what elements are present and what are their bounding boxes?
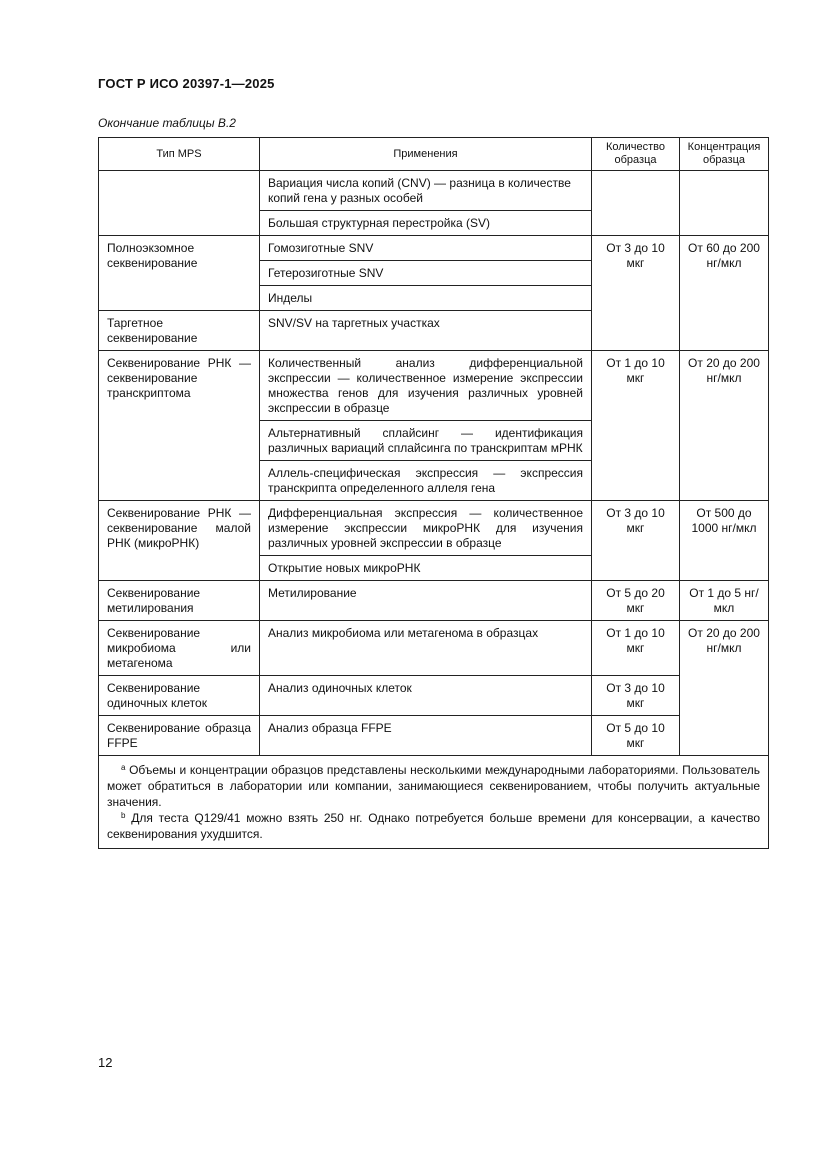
table-cell: От 5 до 20 мкг	[592, 581, 680, 621]
table-cell: Таргетное секвенирование	[99, 311, 260, 351]
table-cell: Анализ микробиома или метагенома в образцах	[260, 621, 592, 676]
table-cell: Открытие новых микроРНК	[260, 556, 592, 581]
table-row	[99, 351, 769, 421]
table-cell: От 3 до 10 мкг	[592, 676, 680, 716]
table-cell: От 1 до 5 нг/мкл	[680, 581, 769, 621]
footnote-text: Объемы и концентрации образцов представлены несколькими международными лабораториями. Пользователь может обратиться в лаборатории или компании, занимающиеся секвенированием, чтобы получить актуальные значения.	[107, 763, 760, 809]
table-cell: Количественный анализ дифференциальной экспрессии — количественное измерение экспрессии множества генов для изучения различных уровней экспрессии в образце	[260, 351, 592, 421]
table-row	[99, 621, 769, 676]
footnote	[107, 810, 760, 842]
table-cell: От 1 до 10 мкг	[592, 351, 680, 501]
document-header: ГОСТ Р ИСО 20397-1—2025	[98, 76, 275, 91]
table-cell: Секвенирование микробиома или метагенома	[99, 621, 260, 676]
table-cell: Секвенирование образца FFPE	[99, 716, 260, 756]
table-cell: Секвенирование РНК — секвенирование транскриптома	[99, 351, 260, 501]
table-cell	[99, 171, 260, 236]
table-cell: Секвенирование РНК — секвенирование малой РНК (микроРНК)	[99, 501, 260, 581]
table-cell: От 3 до 10 мкг	[592, 501, 680, 581]
table-cell: От 5 до 10 мкг	[592, 716, 680, 756]
footnote	[107, 762, 760, 810]
table-row	[99, 236, 769, 261]
column-header: Количество образца	[592, 138, 680, 171]
table-row	[99, 171, 769, 211]
table-caption: Окончание таблицы В.2	[98, 116, 236, 130]
footnote-text: Для теста Q129/41 можно взять 250 нг. Однако потребуется больше времени для консервации, а качество секвенирования ухудшится.	[107, 811, 760, 841]
table-cell	[592, 171, 680, 236]
table-cell: Полноэкзомное секвенирование	[99, 236, 260, 311]
table-cell: От 20 до 200 нг/мкл	[680, 351, 769, 501]
table-cell: Инделы	[260, 286, 592, 311]
footnote-mark: b	[121, 811, 126, 820]
table-cell: Аллель-специфическая экспрессия — экспрессия транскрипта определенного аллеля гена	[260, 461, 592, 501]
table-cell: Вариация числа копий (CNV) — разница в количестве копий гена у разных особей	[260, 171, 592, 211]
table-cell: Гомозиготные SNV	[260, 236, 592, 261]
table-row	[99, 581, 769, 621]
data-table	[98, 137, 769, 849]
table-row	[99, 676, 769, 716]
table-cell: От 20 до 200 нг/мкл	[680, 621, 769, 756]
table-cell: Анализ образца FFPE	[260, 716, 592, 756]
table-cell: SNV/SV на таргетных участках	[260, 311, 592, 351]
footnote-mark: a	[121, 763, 126, 772]
table-cell: Секвенирование одиночных клеток	[99, 676, 260, 716]
column-header: Тип MPS	[99, 138, 260, 171]
footnotes	[99, 756, 769, 849]
table-header-row	[99, 138, 769, 171]
table-row	[99, 501, 769, 556]
table-cell: Анализ одиночных клеток	[260, 676, 592, 716]
column-header: Применения	[260, 138, 592, 171]
page-number: 12	[98, 1055, 113, 1070]
table-cell: От 500 до 1000 нг/мкл	[680, 501, 769, 581]
table-cell: От 3 до 10 мкг	[592, 236, 680, 351]
column-header: Концентрация образца	[680, 138, 769, 171]
table-cell: От 60 до 200 нг/мкл	[680, 236, 769, 351]
table-cell: Гетерозиготные SNV	[260, 261, 592, 286]
table-cell: Большая структурная перестройка (SV)	[260, 211, 592, 236]
table-cell: Альтернативный сплайсинг — идентификация различных вариаций сплайсинга по транскриптам мРНК	[260, 421, 592, 461]
footnote-row	[99, 756, 769, 849]
table-cell: Дифференциальная экспрессия — количественное измерение экспрессии микроРНК для изучения различных уровней экспрессии в образце	[260, 501, 592, 556]
table-cell	[680, 171, 769, 236]
table-row	[99, 716, 769, 756]
table-cell: Секвенирование метилирования	[99, 581, 260, 621]
table-cell: Метилирование	[260, 581, 592, 621]
table-cell: От 1 до 10 мкг	[592, 621, 680, 676]
